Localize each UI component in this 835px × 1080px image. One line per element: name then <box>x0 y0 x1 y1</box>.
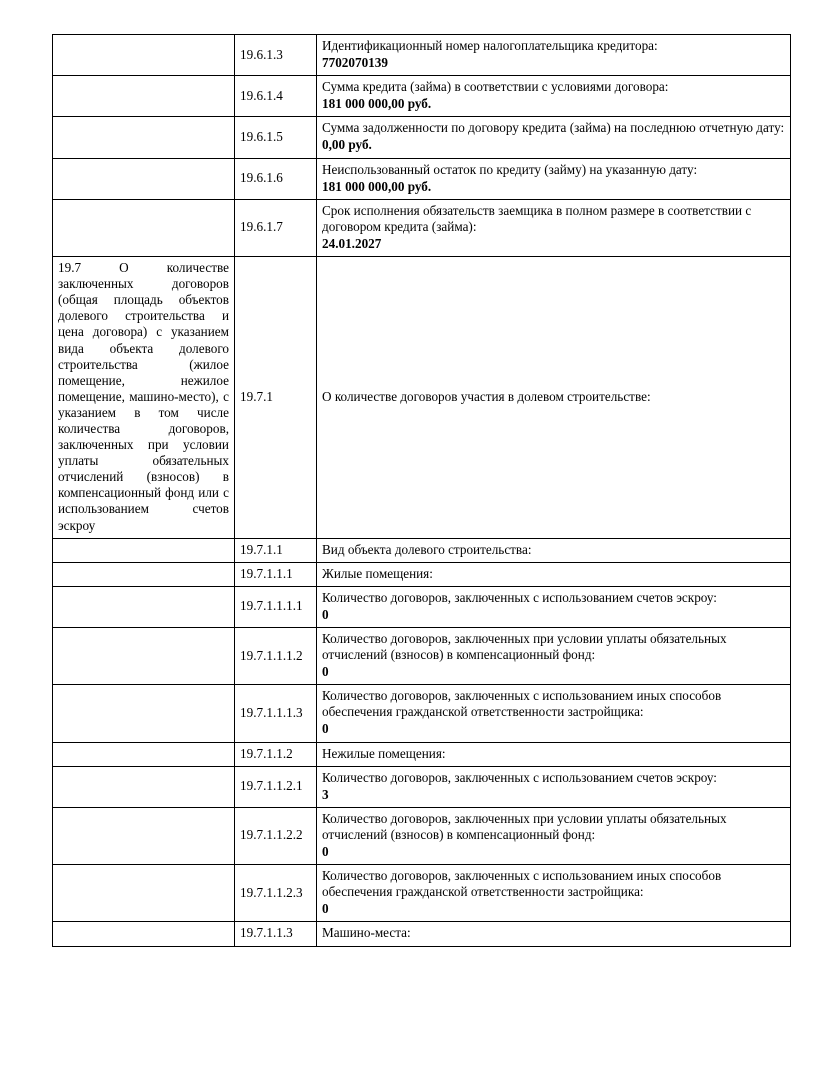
table-row <box>53 766 791 807</box>
row-text: Количество договоров, заключенных с использованием счетов эскроу: <box>322 589 717 605</box>
row-content <box>317 35 791 76</box>
row-label <box>53 586 235 627</box>
row-text: Количество договоров, заключенных с использованием иных способов обеспечения гражданской ответственности застройщика: <box>322 688 722 720</box>
row-text: Вид объекта долевого строительства: <box>322 541 532 557</box>
table-row <box>53 257 791 539</box>
row-number: 19.7.1.1.2.1 <box>235 766 317 807</box>
row-content <box>317 257 791 539</box>
row-label <box>53 685 235 742</box>
table-row <box>53 562 791 586</box>
row-value: 0 <box>322 606 329 622</box>
row-label <box>53 807 235 864</box>
row-label <box>53 76 235 117</box>
row-label <box>53 158 235 199</box>
row-content <box>317 538 791 562</box>
table-row <box>53 865 791 922</box>
table-row <box>53 199 791 256</box>
row-number: 19.6.1.5 <box>235 117 317 158</box>
row-content <box>317 685 791 742</box>
row-number: 19.6.1.3 <box>235 35 317 76</box>
row-content <box>317 628 791 685</box>
row-text: Жилые помещения: <box>322 565 433 581</box>
row-value: 0 <box>322 844 329 860</box>
row-content <box>317 865 791 922</box>
row-label <box>53 628 235 685</box>
row-value: 3 <box>322 786 329 802</box>
row-label <box>53 766 235 807</box>
row-value: 24.01.2027 <box>322 235 382 251</box>
table-row <box>53 586 791 627</box>
row-label <box>53 865 235 922</box>
row-number: 19.6.1.4 <box>235 76 317 117</box>
row-text: Неиспользованный остаток по кредиту (займу) на указанную дату: <box>322 161 698 177</box>
row-content <box>317 76 791 117</box>
row-text: Сумма задолженности по договору кредита (займа) на последнюю отчетную дату: <box>322 120 785 136</box>
table-body <box>53 35 791 947</box>
row-content <box>317 586 791 627</box>
table-row <box>53 538 791 562</box>
row-number: 19.7.1.1.2.2 <box>235 807 317 864</box>
row-text: Машино-места: <box>322 925 411 941</box>
row-label <box>53 117 235 158</box>
row-label <box>53 922 235 946</box>
row-number: 19.7.1.1 <box>235 538 317 562</box>
row-content <box>317 117 791 158</box>
row-number: 19.6.1.6 <box>235 158 317 199</box>
row-value: 0 <box>322 901 329 917</box>
row-content <box>317 158 791 199</box>
table-row <box>53 685 791 742</box>
row-number: 19.7.1.1.2.3 <box>235 865 317 922</box>
row-number: 19.6.1.7 <box>235 199 317 256</box>
row-text: Сумма кредита (займа) в соответствии с условиями договора: <box>322 79 669 95</box>
row-number: 19.7.1.1.1.1 <box>235 586 317 627</box>
row-value: 7702070139 <box>322 55 388 71</box>
table-row <box>53 76 791 117</box>
row-text: Количество договоров, заключенных с использованием счетов эскроу: <box>322 769 717 785</box>
row-number: 19.7.1.1.1 <box>235 562 317 586</box>
row-number: 19.7.1 <box>235 257 317 539</box>
row-value: 0 <box>322 721 329 737</box>
row-content <box>317 766 791 807</box>
row-text: Количество договоров, заключенных при условии уплаты обязательных отчислений (взносов) в компенсационный фонд: <box>322 631 727 663</box>
row-label-text: 19.7 О количестве заключенных договоров (общая площадь объектов долевого строительства и цена договора) с указанием вида объекта долевого строительства (жилое помещение, нежилое помещение, машино-место), с указанием в том числе количества договоров, заключенных при условии уплаты обязательных отчислений (взносов) в компенсационный фонд или с использованием счетов эскроу <box>58 260 229 533</box>
row-label <box>53 742 235 766</box>
table-row <box>53 742 791 766</box>
table-row <box>53 807 791 864</box>
row-text: Идентификационный номер налогоплательщика кредитора: <box>322 38 658 53</box>
row-label <box>53 257 235 539</box>
row-text: Срок исполнения обязательств заемщика в полном размере в соответствии с договором кредита (займа): <box>322 202 752 234</box>
row-label <box>53 35 235 76</box>
row-number: 19.7.1.1.3 <box>235 922 317 946</box>
row-text: Количество договоров, заключенных при условии уплаты обязательных отчислений (взносов) в компенсационный фонд: <box>322 810 727 842</box>
table-row <box>53 117 791 158</box>
row-content <box>317 562 791 586</box>
table-row <box>53 158 791 199</box>
row-content <box>317 199 791 256</box>
row-label <box>53 562 235 586</box>
row-number: 19.7.1.1.2 <box>235 742 317 766</box>
row-content <box>317 922 791 946</box>
declaration-table <box>52 34 791 947</box>
row-label <box>53 199 235 256</box>
row-content <box>317 807 791 864</box>
row-value: 181 000 000,00 руб. <box>322 96 432 112</box>
row-text: Количество договоров, заключенных с использованием иных способов обеспечения гражданской ответственности застройщика: <box>322 868 722 900</box>
table-row <box>53 35 791 76</box>
row-number: 19.7.1.1.1.2 <box>235 628 317 685</box>
row-label <box>53 538 235 562</box>
table-row <box>53 628 791 685</box>
row-value: 0 <box>322 664 329 680</box>
row-text: О количестве договоров участия в долевом строительстве: <box>322 388 651 404</box>
row-text: Нежилые помещения: <box>322 745 446 761</box>
table-row <box>53 922 791 946</box>
row-value: 0,00 руб. <box>322 137 372 153</box>
row-number: 19.7.1.1.1.3 <box>235 685 317 742</box>
row-content <box>317 742 791 766</box>
row-value: 181 000 000,00 руб. <box>322 178 432 194</box>
